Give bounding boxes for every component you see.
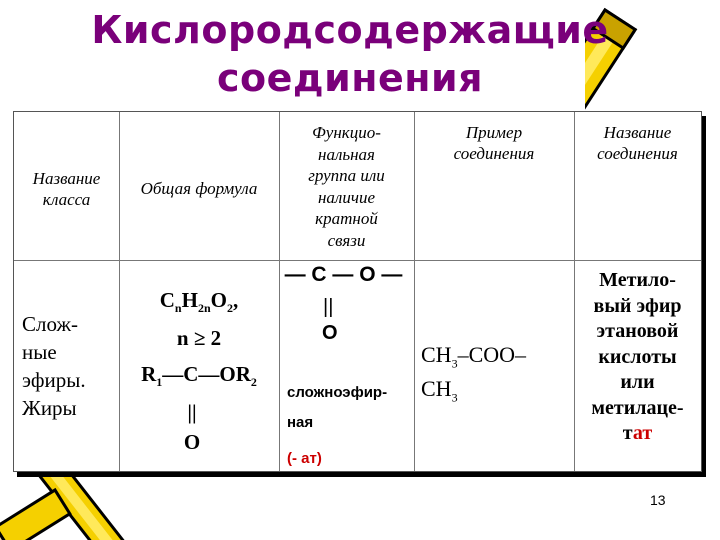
compound-name-last-line: тат (622, 422, 653, 444)
page-number: 13 (650, 492, 666, 508)
example-line-1: $CH_3-COO-$ (421, 342, 527, 371)
header-class-name: Название класса (32, 169, 101, 209)
formula-condition: n ≥ 2 (176, 326, 222, 351)
example-line-2: $CH_3$ (421, 376, 458, 405)
header-example: Пример соединения (453, 123, 535, 163)
header-general-formula: Общая формула (140, 179, 258, 198)
fg-name-1: сложноэфир- (287, 384, 388, 401)
formula-oxygen: O (183, 430, 201, 455)
general-formula-cell (119, 285, 279, 457)
formula-double-bond: || (187, 400, 197, 425)
fg-chain: — C — O — (284, 263, 403, 286)
fg-name-2: ная (287, 414, 314, 431)
formula-main: $C_nH_{2n}O_2$, (159, 288, 239, 316)
fg-suffix: (- ат) (287, 450, 322, 467)
header-compound-name: Название соединения (597, 123, 678, 163)
slide-title (90, 6, 610, 102)
title-line-2: соединения (216, 56, 484, 100)
class-name-cell: Слож- ные эфиры. Жиры (22, 312, 86, 420)
example-cell (421, 342, 571, 411)
compound-name-cell: Метило- вый эфир этановой кислоты или метилаце- тат (574, 268, 701, 447)
compound-table (13, 111, 702, 472)
header-functional-group: Функцио- нальная группа или наличие кратной связи (308, 123, 385, 250)
formula-r: $R_1—C—OR_2$ (141, 362, 257, 390)
fg-double-bond: || (323, 296, 334, 318)
title-line-1: Кислородсодержащие (91, 8, 609, 52)
functional-group-cell (279, 262, 414, 467)
fg-oxygen: O (322, 322, 338, 344)
